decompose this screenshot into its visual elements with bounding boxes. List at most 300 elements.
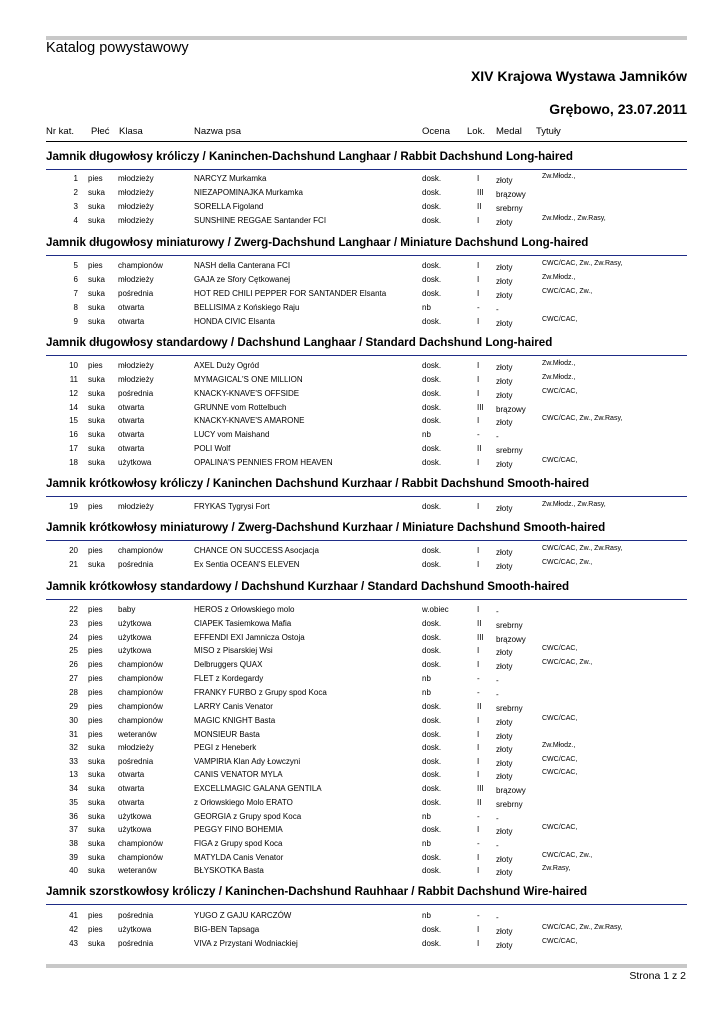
row-dog-name: z Orłowskiego Molo ERATO bbox=[194, 798, 293, 807]
row-number: 6 bbox=[73, 275, 78, 284]
row-place: I bbox=[477, 502, 480, 511]
row-sex: suka bbox=[88, 825, 105, 834]
table-row bbox=[0, 911, 724, 925]
row-sex: pies bbox=[88, 911, 103, 920]
section-rule bbox=[46, 904, 687, 905]
section-rule bbox=[46, 355, 687, 356]
row-titles: Zw.Młodz., bbox=[542, 274, 576, 281]
row-sex: suka bbox=[88, 939, 105, 948]
row-rating: dosk. bbox=[422, 174, 442, 183]
row-medal: - bbox=[496, 690, 499, 699]
row-number: 32 bbox=[69, 743, 78, 752]
row-dog-name: EFFENDI EXI Jamnicza Ostoja bbox=[194, 633, 305, 642]
row-titles: CWC/CAC, Zw., bbox=[542, 659, 593, 666]
row-class: otwarta bbox=[118, 770, 145, 779]
bottom-rule bbox=[46, 964, 687, 968]
row-dog-name: PEGGY FINO BOHEMIA bbox=[194, 825, 283, 834]
row-rating: dosk. bbox=[422, 375, 442, 384]
row-sex: pies bbox=[88, 730, 103, 739]
row-medal: złoty bbox=[496, 391, 513, 400]
row-class: baby bbox=[118, 605, 136, 614]
section-title: Jamnik długowłosy miniaturowy / Zwerg-Dachshund Langhaar / Miniature Dachshund Long-haired bbox=[46, 236, 589, 249]
row-medal: - bbox=[496, 841, 499, 850]
row-place: I bbox=[477, 216, 480, 225]
row-dog-name: CIAPEK Tasiemkowa Mafia bbox=[194, 619, 292, 628]
row-sex: pies bbox=[88, 261, 103, 270]
row-number: 30 bbox=[69, 716, 78, 725]
row-titles: Zw.Młodz., bbox=[542, 173, 576, 180]
row-rating: dosk. bbox=[422, 619, 442, 628]
row-class: otwarta bbox=[118, 303, 145, 312]
row-dog-name: PEGI z Heneberk bbox=[194, 743, 257, 752]
row-class: młodzieży bbox=[118, 188, 154, 197]
row-place: I bbox=[477, 770, 480, 779]
table-row bbox=[0, 317, 724, 331]
row-class: użytkowa bbox=[118, 925, 152, 934]
row-place: I bbox=[477, 825, 480, 834]
row-dog-name: SORELLA Figoland bbox=[194, 202, 264, 211]
row-sex: suka bbox=[88, 303, 105, 312]
table-row bbox=[0, 361, 724, 375]
row-titles: Zw.Młodz., Zw.Rasy, bbox=[542, 501, 606, 508]
row-place: I bbox=[477, 389, 480, 398]
table-row bbox=[0, 375, 724, 389]
row-rating: dosk. bbox=[422, 646, 442, 655]
row-rating: dosk. bbox=[422, 716, 442, 725]
row-rating: dosk. bbox=[422, 757, 442, 766]
row-sex: suka bbox=[88, 216, 105, 225]
row-rating: nb bbox=[422, 674, 431, 683]
row-place: III bbox=[477, 403, 484, 412]
row-dog-name: HONDA CIVIC Elsanta bbox=[194, 317, 275, 326]
row-rating: dosk. bbox=[422, 416, 442, 425]
event-place-date: Grębowo, 23.07.2011 bbox=[549, 101, 687, 117]
row-dog-name: KNACKY-KNAVE'S OFFSIDE bbox=[194, 389, 300, 398]
row-sex: suka bbox=[88, 770, 105, 779]
row-sex: suka bbox=[88, 389, 105, 398]
row-rating: dosk. bbox=[422, 202, 442, 211]
row-titles: CWC/CAC, bbox=[542, 316, 578, 323]
row-rating: nb bbox=[422, 812, 431, 821]
table-row bbox=[0, 389, 724, 403]
row-titles: CWC/CAC, bbox=[542, 645, 578, 652]
row-medal: brązowy bbox=[496, 190, 526, 199]
row-number: 15 bbox=[69, 416, 78, 425]
row-medal: złoty bbox=[496, 868, 513, 877]
row-place: I bbox=[477, 275, 480, 284]
row-place: - bbox=[477, 812, 480, 821]
row-sex: pies bbox=[88, 716, 103, 725]
row-rating: dosk. bbox=[422, 660, 442, 669]
row-place: II bbox=[477, 798, 482, 807]
row-class: championów bbox=[118, 674, 163, 683]
row-sex: suka bbox=[88, 317, 105, 326]
header-rule bbox=[46, 141, 687, 142]
row-medal: złoty bbox=[496, 927, 513, 936]
row-place: I bbox=[477, 866, 480, 875]
row-titles: CWC/CAC, Zw., bbox=[542, 852, 593, 859]
row-titles: Zw.Młodz., bbox=[542, 360, 576, 367]
table-row bbox=[0, 925, 724, 939]
row-rating: nb bbox=[422, 688, 431, 697]
row-titles: Zw.Rasy, bbox=[542, 865, 571, 872]
row-place: - bbox=[477, 674, 480, 683]
row-medal: złoty bbox=[496, 277, 513, 286]
row-sex: pies bbox=[88, 660, 103, 669]
row-rating: nb bbox=[422, 303, 431, 312]
row-titles: CWC/CAC, bbox=[542, 769, 578, 776]
row-dog-name: GAJA ze Sfory Cętkowanej bbox=[194, 275, 291, 284]
row-medal: złoty bbox=[496, 855, 513, 864]
row-rating: dosk. bbox=[422, 361, 442, 370]
table-row bbox=[0, 303, 724, 317]
row-number: 29 bbox=[69, 702, 78, 711]
row-sex: suka bbox=[88, 784, 105, 793]
row-dog-name: NASH della Canterana FCI bbox=[194, 261, 291, 270]
row-class: pośrednia bbox=[118, 757, 154, 766]
row-sex: suka bbox=[88, 188, 105, 197]
table-row bbox=[0, 716, 724, 730]
col-class: Klasa bbox=[119, 126, 143, 137]
row-titles: CWC/CAC, bbox=[542, 824, 578, 831]
row-class: młodzieży bbox=[118, 275, 154, 284]
table-row bbox=[0, 289, 724, 303]
row-titles: CWC/CAC, bbox=[542, 388, 578, 395]
row-number: 16 bbox=[69, 430, 78, 439]
row-number: 28 bbox=[69, 688, 78, 697]
row-place: I bbox=[477, 660, 480, 669]
row-place: III bbox=[477, 784, 484, 793]
row-sex: pies bbox=[88, 702, 103, 711]
row-place: I bbox=[477, 605, 480, 614]
row-place: II bbox=[477, 444, 482, 453]
row-medal: brązowy bbox=[496, 786, 526, 795]
row-place: I bbox=[477, 289, 480, 298]
row-number: 4 bbox=[73, 216, 78, 225]
row-number: 37 bbox=[69, 825, 78, 834]
row-place: III bbox=[477, 188, 484, 197]
row-number: 20 bbox=[69, 546, 78, 555]
row-number: 31 bbox=[69, 730, 78, 739]
row-sex: pies bbox=[88, 688, 103, 697]
row-medal: - bbox=[496, 814, 499, 823]
row-number: 9 bbox=[73, 317, 78, 326]
row-medal: złoty bbox=[496, 504, 513, 513]
row-medal: srebrny bbox=[496, 204, 523, 213]
row-rating: dosk. bbox=[422, 702, 442, 711]
table-row bbox=[0, 798, 724, 812]
table-row bbox=[0, 416, 724, 430]
row-number: 11 bbox=[69, 375, 78, 384]
table-row bbox=[0, 812, 724, 826]
row-dog-name: MISO z Pisarskiej Wsi bbox=[194, 646, 273, 655]
row-class: pośrednia bbox=[118, 939, 154, 948]
row-number: 25 bbox=[69, 646, 78, 655]
row-medal: złoty bbox=[496, 418, 513, 427]
row-sex: pies bbox=[88, 633, 103, 642]
row-dog-name: BELLISIMA z Końskiego Raju bbox=[194, 303, 300, 312]
row-dog-name: LARRY Canis Venator bbox=[194, 702, 273, 711]
row-dog-name: BIG-BEN Tapsaga bbox=[194, 925, 260, 934]
row-medal: złoty bbox=[496, 218, 513, 227]
row-number: 1 bbox=[73, 174, 78, 183]
row-sex: pies bbox=[88, 361, 103, 370]
row-number: 10 bbox=[69, 361, 78, 370]
row-rating: dosk. bbox=[422, 730, 442, 739]
row-titles: CWC/CAC, bbox=[542, 715, 578, 722]
row-class: pośrednia bbox=[118, 289, 154, 298]
table-row bbox=[0, 702, 724, 716]
row-medal: srebrny bbox=[496, 704, 523, 713]
table-row bbox=[0, 261, 724, 275]
row-medal: złoty bbox=[496, 662, 513, 671]
row-class: młodzieży bbox=[118, 174, 154, 183]
row-medal: złoty bbox=[496, 319, 513, 328]
row-place: I bbox=[477, 361, 480, 370]
row-dog-name: VAMPIRIA Klan Ady Łowczyni bbox=[194, 757, 301, 766]
row-rating: dosk. bbox=[422, 502, 442, 511]
table-row bbox=[0, 458, 724, 472]
row-sex: suka bbox=[88, 403, 105, 412]
section-rule bbox=[46, 540, 687, 541]
row-class: pośrednia bbox=[118, 389, 154, 398]
row-sex: suka bbox=[88, 458, 105, 467]
col-medal: Medal bbox=[496, 126, 522, 137]
table-row bbox=[0, 825, 724, 839]
row-dog-name: NIEZAPOMINAJKA Murkamka bbox=[194, 188, 303, 197]
row-dog-name: OPALINA'S PENNIES FROM HEAVEN bbox=[194, 458, 333, 467]
section-rule bbox=[46, 599, 687, 600]
row-sex: pies bbox=[88, 674, 103, 683]
row-place: I bbox=[477, 174, 480, 183]
section-title: Jamnik długowłosy standardowy / Dachshund Langhaar / Standard Dachshund Long-haired bbox=[46, 336, 553, 349]
row-class: championów bbox=[118, 546, 163, 555]
col-place: Lok. bbox=[467, 126, 485, 137]
row-place: II bbox=[477, 202, 482, 211]
row-place: I bbox=[477, 261, 480, 270]
row-number: 43 bbox=[69, 939, 78, 948]
row-rating: dosk. bbox=[422, 444, 442, 453]
row-sex: pies bbox=[88, 502, 103, 511]
row-class: użytkowa bbox=[118, 633, 152, 642]
section-title: Jamnik krótkowłosy standardowy / Dachshund Kurzhaar / Standard Dachshund Smooth-haired bbox=[46, 580, 570, 593]
table-row bbox=[0, 784, 724, 798]
row-rating: dosk. bbox=[422, 825, 442, 834]
section-rule bbox=[46, 496, 687, 497]
row-place: I bbox=[477, 730, 480, 739]
row-medal: - bbox=[496, 913, 499, 922]
row-medal: złoty bbox=[496, 772, 513, 781]
row-class: otwarta bbox=[118, 317, 145, 326]
row-place: I bbox=[477, 716, 480, 725]
row-sex: suka bbox=[88, 866, 105, 875]
row-class: młodzieży bbox=[118, 216, 154, 225]
row-number: 3 bbox=[73, 202, 78, 211]
row-medal: złoty bbox=[496, 648, 513, 657]
row-number: 34 bbox=[69, 784, 78, 793]
row-class: otwarta bbox=[118, 430, 145, 439]
table-row bbox=[0, 619, 724, 633]
row-sex: suka bbox=[88, 275, 105, 284]
row-class: użytkowa bbox=[118, 458, 152, 467]
row-number: 23 bbox=[69, 619, 78, 628]
row-number: 12 bbox=[69, 389, 78, 398]
row-rating: dosk. bbox=[422, 633, 442, 642]
row-class: otwarta bbox=[118, 416, 145, 425]
row-class: pośrednia bbox=[118, 560, 154, 569]
row-medal: srebrny bbox=[496, 621, 523, 630]
row-dog-name: GEORGIA z Grupy spod Koca bbox=[194, 812, 302, 821]
row-rating: dosk. bbox=[422, 216, 442, 225]
table-row bbox=[0, 430, 724, 444]
row-titles: CWC/CAC, bbox=[542, 457, 578, 464]
row-place: I bbox=[477, 743, 480, 752]
row-titles: CWC/CAC, Zw., Zw.Rasy, bbox=[542, 924, 623, 931]
row-sex: suka bbox=[88, 202, 105, 211]
row-rating: dosk. bbox=[422, 389, 442, 398]
row-class: otwarta bbox=[118, 798, 145, 807]
row-dog-name: FLET z Kordegardy bbox=[194, 674, 264, 683]
row-class: championów bbox=[118, 688, 163, 697]
row-medal: złoty bbox=[496, 363, 513, 372]
row-number: 41 bbox=[69, 911, 78, 920]
table-row bbox=[0, 866, 724, 880]
table-row bbox=[0, 770, 724, 784]
row-rating: dosk. bbox=[422, 770, 442, 779]
row-dog-name: Ex Sentia OCEAN'S ELEVEN bbox=[194, 560, 300, 569]
table-row bbox=[0, 605, 724, 619]
row-place: I bbox=[477, 925, 480, 934]
row-number: 2 bbox=[73, 188, 78, 197]
row-medal: złoty bbox=[496, 759, 513, 768]
row-rating: dosk. bbox=[422, 289, 442, 298]
row-class: młodzieży bbox=[118, 361, 154, 370]
col-rating: Ocena bbox=[422, 126, 450, 137]
row-class: otwarta bbox=[118, 784, 145, 793]
row-number: 8 bbox=[73, 303, 78, 312]
row-rating: dosk. bbox=[422, 853, 442, 862]
row-medal: srebrny bbox=[496, 446, 523, 455]
row-class: weteranów bbox=[118, 730, 157, 739]
row-sex: pies bbox=[88, 619, 103, 628]
row-sex: suka bbox=[88, 839, 105, 848]
row-medal: - bbox=[496, 607, 499, 616]
row-sex: suka bbox=[88, 560, 105, 569]
row-titles: Zw.Młodz., Zw.Rasy, bbox=[542, 215, 606, 222]
row-number: 40 bbox=[69, 866, 78, 875]
section-title: Jamnik krótkowłosy miniaturowy / Zwerg-Dachshund Kurzhaar / Miniature Dachshund Smooth-haired bbox=[46, 521, 606, 534]
row-medal: złoty bbox=[496, 732, 513, 741]
row-dog-name: BŁYSKOTKA Basta bbox=[194, 866, 264, 875]
row-medal: srebrny bbox=[496, 800, 523, 809]
row-class: użytkowa bbox=[118, 825, 152, 834]
row-sex: suka bbox=[88, 853, 105, 862]
row-number: 33 bbox=[69, 757, 78, 766]
row-rating: dosk. bbox=[422, 261, 442, 270]
row-medal: złoty bbox=[496, 827, 513, 836]
row-medal: złoty bbox=[496, 548, 513, 557]
table-row bbox=[0, 646, 724, 660]
row-class: championów bbox=[118, 660, 163, 669]
table-row bbox=[0, 188, 724, 202]
row-rating: dosk. bbox=[422, 458, 442, 467]
row-place: II bbox=[477, 702, 482, 711]
row-dog-name: Delbruggers QUAX bbox=[194, 660, 263, 669]
row-medal: złoty bbox=[496, 941, 513, 950]
row-number: 13 bbox=[69, 770, 78, 779]
row-number: 18 bbox=[69, 458, 78, 467]
col-sex: Płeć bbox=[91, 126, 110, 137]
row-titles: CWC/CAC, bbox=[542, 938, 578, 945]
row-medal: brązowy bbox=[496, 635, 526, 644]
row-place: - bbox=[477, 688, 480, 697]
row-rating: dosk. bbox=[422, 743, 442, 752]
row-sex: pies bbox=[88, 925, 103, 934]
table-row bbox=[0, 202, 724, 216]
row-rating: dosk. bbox=[422, 866, 442, 875]
row-sex: suka bbox=[88, 798, 105, 807]
row-class: pośrednia bbox=[118, 911, 154, 920]
row-place: I bbox=[477, 757, 480, 766]
row-class: weteranów bbox=[118, 866, 157, 875]
row-medal: złoty bbox=[496, 291, 513, 300]
table-row bbox=[0, 174, 724, 188]
row-rating: dosk. bbox=[422, 546, 442, 555]
row-class: otwarta bbox=[118, 444, 145, 453]
row-rating: dosk. bbox=[422, 798, 442, 807]
table-row bbox=[0, 546, 724, 560]
row-rating: dosk. bbox=[422, 403, 442, 412]
row-dog-name: KNACKY-KNAVE'S AMARONE bbox=[194, 416, 305, 425]
row-sex: suka bbox=[88, 430, 105, 439]
row-rating: dosk. bbox=[422, 925, 442, 934]
row-number: 42 bbox=[69, 925, 78, 934]
row-place: - bbox=[477, 911, 480, 920]
row-rating: dosk. bbox=[422, 560, 442, 569]
row-rating: w.obiec bbox=[422, 605, 449, 614]
row-medal: złoty bbox=[496, 460, 513, 469]
row-medal: - bbox=[496, 305, 499, 314]
row-dog-name: NARCYZ Murkamka bbox=[194, 174, 267, 183]
row-dog-name: AXEL Duży Ogród bbox=[194, 361, 260, 370]
row-dog-name: LUCY vom Maishand bbox=[194, 430, 270, 439]
col-nr: Nr kat. bbox=[46, 126, 74, 137]
row-rating: dosk. bbox=[422, 317, 442, 326]
table-row bbox=[0, 730, 724, 744]
document-title: Katalog powystawowy bbox=[46, 40, 189, 56]
row-place: - bbox=[477, 430, 480, 439]
row-number: 24 bbox=[69, 633, 78, 642]
col-name: Nazwa psa bbox=[194, 126, 241, 137]
section-rule bbox=[46, 169, 687, 170]
row-titles: Zw.Młodz., bbox=[542, 742, 576, 749]
row-sex: pies bbox=[88, 546, 103, 555]
row-titles: CWC/CAC, Zw., bbox=[542, 559, 593, 566]
row-class: młodzieży bbox=[118, 202, 154, 211]
event-title: XIV Krajowa Wystawa Jamników bbox=[470, 68, 687, 84]
row-class: otwarta bbox=[118, 403, 145, 412]
row-titles: Zw.Młodz., bbox=[542, 374, 576, 381]
row-number: 36 bbox=[69, 812, 78, 821]
table-row bbox=[0, 839, 724, 853]
row-rating: dosk. bbox=[422, 784, 442, 793]
row-sex: pies bbox=[88, 646, 103, 655]
row-place: III bbox=[477, 633, 484, 642]
row-titles: CWC/CAC, Zw., Zw.Rasy, bbox=[542, 415, 623, 422]
row-class: młodzieży bbox=[118, 502, 154, 511]
section-title: Jamnik długowłosy króliczy / Kaninchen-Dachshund Langhaar / Rabbit Dachshund Long-haired bbox=[46, 150, 573, 163]
row-dog-name: SUNSHINE REGGAE Santander FCI bbox=[194, 216, 327, 225]
